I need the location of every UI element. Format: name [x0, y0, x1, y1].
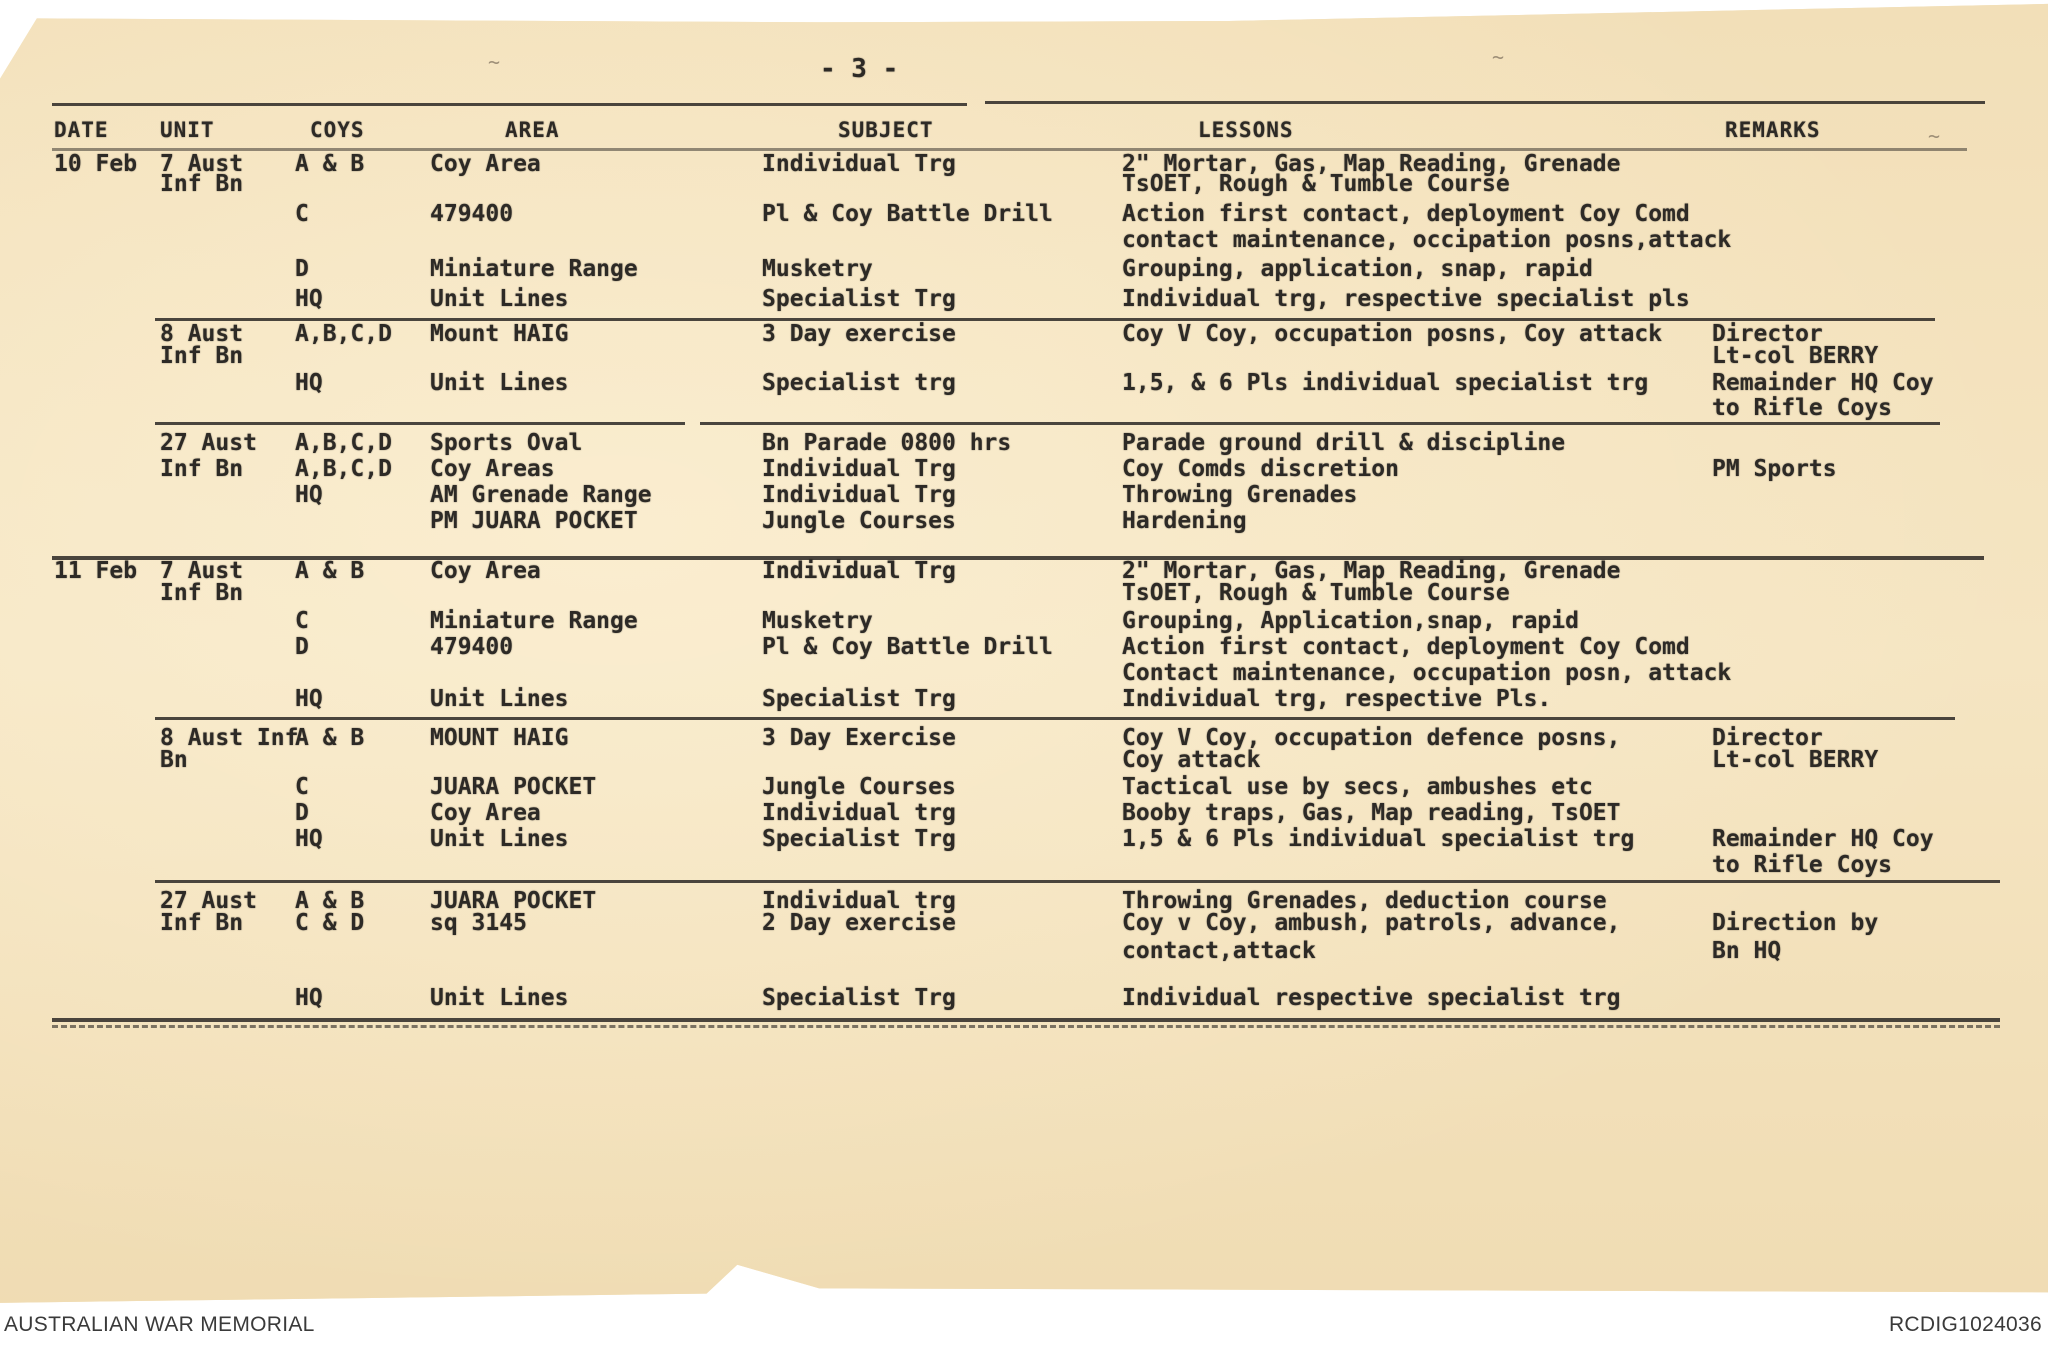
cell-subject: Individual trg [762, 800, 956, 826]
cell-lessons: Booby traps, Gas, Map reading, TsOET [1122, 800, 1621, 826]
cell-date: 10 Feb [54, 151, 138, 177]
cell-lessons: Throwing Grenades [1122, 482, 1358, 508]
section-rule [155, 422, 685, 425]
cell-coys: C [295, 608, 309, 634]
cell-coys: HQ [295, 286, 323, 312]
cell-remarks: Direction by [1712, 910, 1879, 936]
cell-subject: Specialist Trg [762, 286, 956, 312]
cell-coys: D [295, 800, 309, 826]
cell-lessons: 1,5 & 6 Pls individual specialist trg [1122, 826, 1635, 852]
section-rule [155, 880, 2000, 883]
cell-lessons: Coy Comds discretion [1122, 456, 1399, 482]
section-rule [155, 717, 1955, 720]
cell-area: Unit Lines [430, 826, 569, 852]
cell-lessons: Coy V Coy, occupation defence posns, [1122, 725, 1621, 751]
cell-coys: HQ [295, 985, 323, 1011]
cell-coys: HQ [295, 686, 323, 712]
cell-unit: Inf Bn [160, 343, 244, 369]
cell-area: Mount HAIG [430, 321, 569, 347]
cell-subject: Individual Trg [762, 558, 956, 584]
cell-coys: HQ [295, 826, 323, 852]
cell-unit: Inf Bn [160, 456, 244, 482]
cell-area: Unit Lines [430, 370, 569, 396]
cell-lessons: TsOET, Rough & Tumble Course [1122, 580, 1510, 606]
header-unit: UNIT [160, 118, 215, 142]
cell-remarks: to Rifle Coys [1712, 852, 1893, 878]
cell-area: Miniature Range [430, 608, 638, 634]
cell-area: Coy Area [430, 800, 541, 826]
cell-subject: Specialist Trg [762, 826, 956, 852]
cell-subject: 2 Day exercise [762, 910, 956, 936]
cell-area: AM Grenade Range [430, 482, 652, 508]
cell-lessons: contact maintenance, occipation posns,attack [1122, 227, 1732, 253]
section-rule [155, 318, 1935, 321]
section-rule [700, 422, 1940, 425]
cell-area: Sports Oval [430, 430, 583, 456]
header-coys: COYS [310, 118, 365, 142]
cell-subject: Individual Trg [762, 151, 956, 177]
cell-coys: D [295, 634, 309, 660]
cell-lessons: Coy v Coy, ambush, patrols, advance, [1122, 910, 1621, 936]
pencil-mark: ~ [1928, 124, 1941, 148]
cell-remarks: Bn HQ [1712, 938, 1782, 964]
cell-area: Coy Area [430, 558, 541, 584]
cell-remarks: Remainder HQ Coy [1712, 370, 1934, 396]
cell-subject: Pl & Coy Battle Drill [762, 634, 1053, 660]
header-lessons: LESSONS [1198, 118, 1294, 142]
footer-record-id: RCDIG1024036 [1888, 1313, 2042, 1336]
page-number: - 3 - [820, 54, 899, 84]
cell-lessons: TsOET, Rough & Tumble Course [1122, 171, 1510, 197]
cell-area: 479400 [430, 201, 514, 227]
cell-coys: C [295, 201, 309, 227]
header-date: DATE [54, 118, 109, 142]
cell-area: Unit Lines [430, 985, 569, 1011]
cell-remarks: Director [1712, 725, 1823, 751]
cell-lessons: 2" Mortar, Gas, Map Reading, Grenade [1122, 151, 1621, 177]
cell-remarks: Director [1712, 321, 1823, 347]
cell-unit: Bn [160, 747, 188, 773]
cell-subject: Specialist Trg [762, 686, 956, 712]
cell-subject: Jungle Courses [762, 508, 956, 534]
cell-remarks: to Rifle Coys [1712, 395, 1893, 421]
header-top-rule [985, 101, 1985, 104]
cell-unit: 7 Aust [160, 151, 244, 177]
cell-coys: A & B [295, 725, 365, 751]
cell-remarks: Lt-col BERRY [1712, 343, 1879, 369]
cell-coys: D [295, 256, 309, 282]
cell-area: JUARA POCKET [430, 888, 597, 914]
cell-area: JUARA POCKET [430, 774, 597, 800]
cell-lessons: Throwing Grenades, deduction course [1122, 888, 1607, 914]
cell-area: Unit Lines [430, 686, 569, 712]
cell-lessons: Grouping, Application,snap, rapid [1122, 608, 1579, 634]
cell-subject: Musketry [762, 256, 873, 282]
table-bottom-rule [52, 1018, 2000, 1022]
cell-subject: Specialist Trg [762, 985, 956, 1011]
cell-unit: 27 Aust [160, 888, 257, 914]
cell-area: Miniature Range [430, 256, 638, 282]
cell-lessons: Parade ground drill & discipline [1122, 430, 1566, 456]
cell-lessons: contact,attack [1122, 938, 1316, 964]
cell-lessons: Tactical use by secs, ambushes etc [1122, 774, 1593, 800]
footer-institution: AUSTRALIAN WAR MEMORIAL [4, 1313, 315, 1336]
pencil-mark: ~ [1492, 45, 1505, 69]
cell-coys: HQ [295, 482, 323, 508]
cell-subject: Musketry [762, 608, 873, 634]
cell-subject: 3 Day Exercise [762, 725, 956, 751]
cell-lessons: Individual trg, respective Pls. [1122, 686, 1552, 712]
cell-date: 11 Feb [54, 558, 138, 584]
cell-unit: 8 Aust Inf [160, 725, 299, 751]
cell-coys: A & B [295, 888, 365, 914]
header-subject: SUBJECT [838, 118, 934, 142]
cell-lessons: 1,5, & 6 Pls individual specialist trg [1122, 370, 1649, 396]
cell-subject: Pl & Coy Battle Drill [762, 201, 1053, 227]
cell-subject: Individual trg [762, 888, 956, 914]
cell-lessons: Action first contact, deployment Coy Comd [1122, 634, 1690, 660]
cell-lessons: Hardening [1122, 508, 1247, 534]
cell-coys: A,B,C,D [295, 456, 392, 482]
cell-remarks: PM Sports [1712, 456, 1837, 482]
cell-area: PM JUARA POCKET [430, 508, 638, 534]
cell-area: Coy Areas [430, 456, 555, 482]
cell-unit: 27 Aust [160, 430, 257, 456]
cell-remarks: Lt-col BERRY [1712, 747, 1879, 773]
cell-subject: Bn Parade 0800 hrs [762, 430, 1012, 456]
cell-coys: C & D [295, 910, 365, 936]
header-top-rule [52, 103, 967, 106]
cell-area: sq 3145 [430, 910, 527, 936]
cell-subject: Individual Trg [762, 482, 956, 508]
cell-area: Unit Lines [430, 286, 569, 312]
cell-subject: Individual Trg [762, 456, 956, 482]
cell-lessons: Coy attack [1122, 747, 1261, 773]
cell-lessons: Action first contact, deployment Coy Comd [1122, 201, 1690, 227]
table-bottom-rule [52, 1025, 2000, 1028]
header-remarks: REMARKS [1725, 118, 1821, 142]
cell-subject: 3 Day exercise [762, 321, 956, 347]
cell-lessons: Individual respective specialist trg [1122, 985, 1621, 1011]
cell-area: MOUNT HAIG [430, 725, 569, 751]
cell-unit: 7 Aust [160, 558, 244, 584]
cell-lessons: 2" Mortar, Gas, Map Reading, Grenade [1122, 558, 1621, 584]
cell-remarks: Remainder HQ Coy [1712, 826, 1934, 852]
header-area: AREA [505, 118, 560, 142]
cell-unit: Inf Bn [160, 580, 244, 606]
cell-coys: A,B,C,D [295, 430, 392, 456]
cell-lessons: Individual trg, respective specialist pls [1122, 286, 1690, 312]
cell-area: 479400 [430, 634, 514, 660]
cell-unit: Inf Bn [160, 910, 244, 936]
cell-coys: A,B,C,D [295, 321, 392, 347]
cell-unit: 8 Aust [160, 321, 244, 347]
cell-unit: Inf Bn [160, 171, 244, 197]
cell-lessons: Coy V Coy, occupation posns, Coy attack [1122, 321, 1663, 347]
cell-coys: A & B [295, 151, 365, 177]
cell-area: Coy Area [430, 151, 541, 177]
cell-lessons: Contact maintenance, occupation posn, attack [1122, 660, 1732, 686]
cell-coys: HQ [295, 370, 323, 396]
cell-subject: Specialist trg [762, 370, 956, 396]
cell-subject: Jungle Courses [762, 774, 956, 800]
cell-coys: A & B [295, 558, 365, 584]
pencil-mark: ~ [488, 50, 501, 74]
cell-lessons: Grouping, application, snap, rapid [1122, 256, 1593, 282]
cell-coys: C [295, 774, 309, 800]
